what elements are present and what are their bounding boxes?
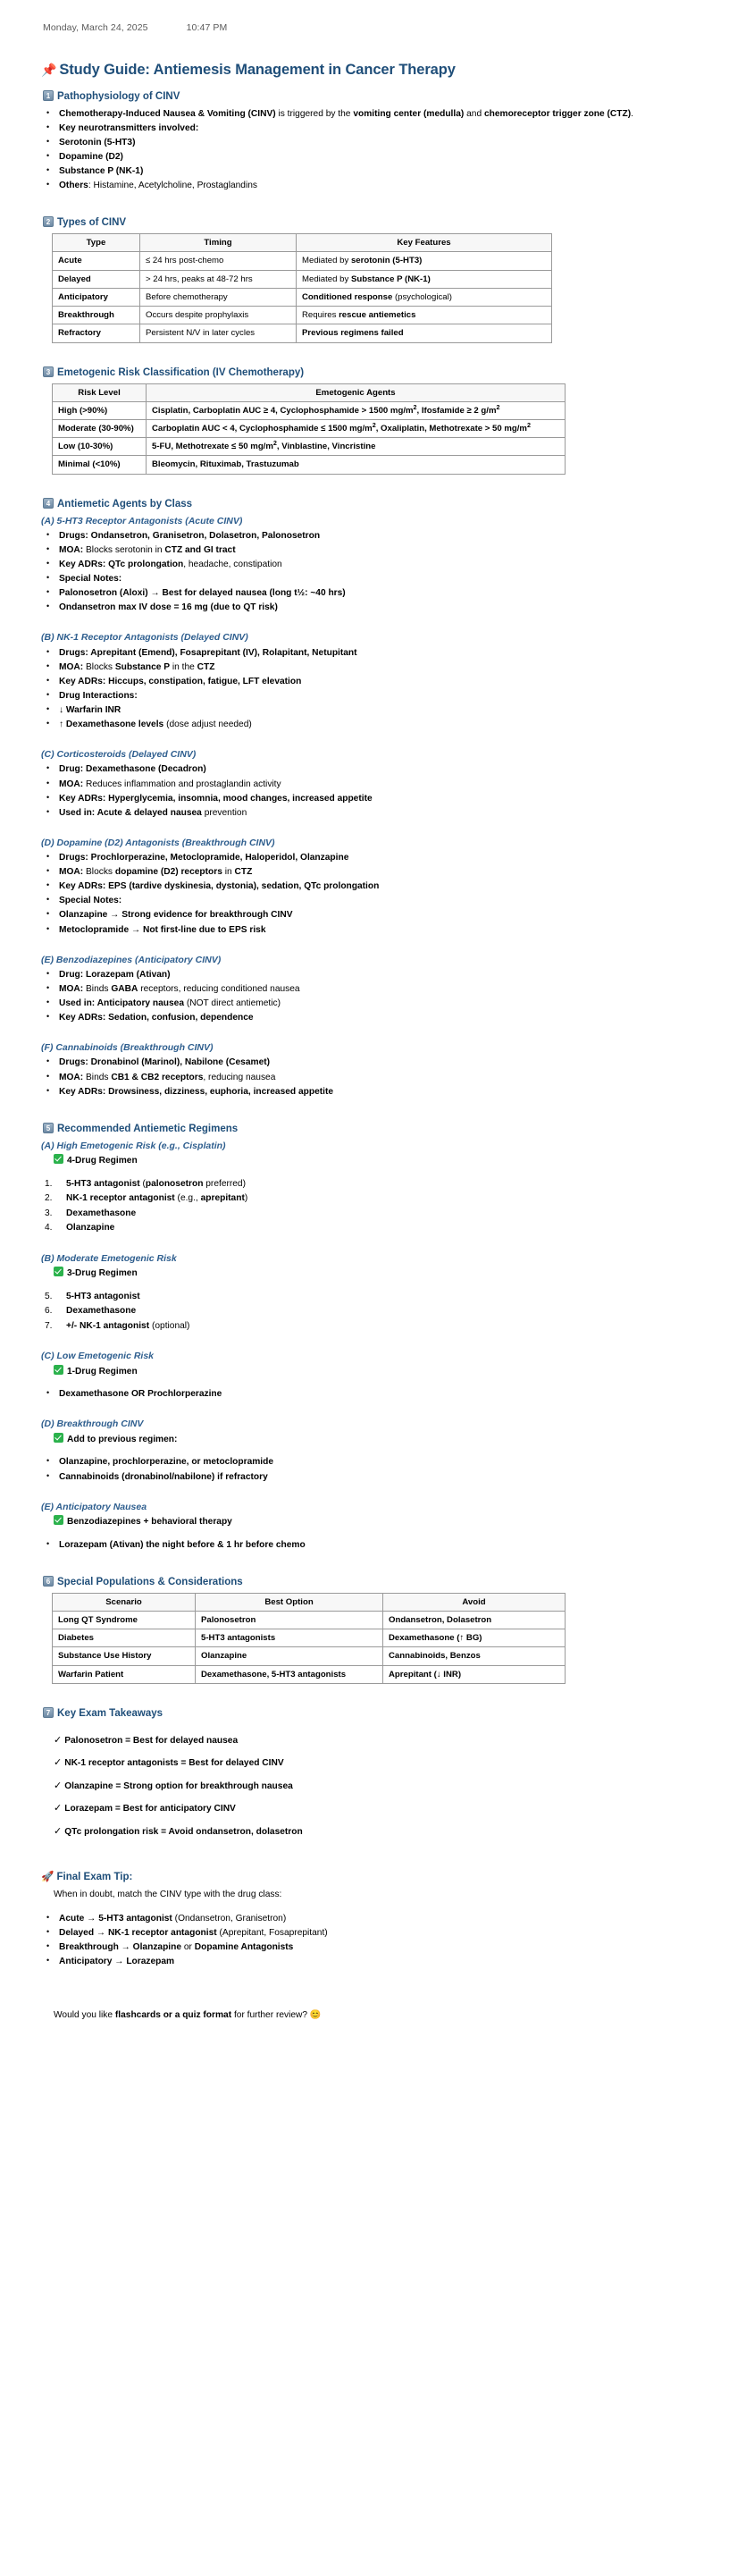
list-item — [41, 1304, 693, 1319]
cell: Long QT Syndrome — [53, 1611, 196, 1629]
table-special-populations — [52, 1593, 566, 1684]
list-item: • Ondansetron max IV dose = 16 mg (due to QT risk) — [41, 601, 693, 615]
cell: Ondansetron, Dolasetron — [383, 1611, 566, 1629]
subsection-heading-dopamine: (D) Dopamine (D2) Antagonists (Breakthrough CINV) — [41, 837, 275, 848]
meta-time: 10:47 PM — [186, 22, 228, 33]
cell: Aprepitant (↓ INR) — [383, 1665, 566, 1683]
item-number: 4. — [45, 1223, 53, 1233]
table-row — [53, 288, 552, 306]
list-item: 2. NK-1 receptor antagonist (e.g., aprepitant) — [41, 1191, 693, 1207]
cell: Acute — [53, 252, 140, 270]
page-meta — [43, 22, 227, 33]
column-header: Scenario — [53, 1593, 196, 1611]
page-title-text: Study Guide: Antiemesis Management in Cancer Therapy — [59, 62, 456, 78]
column-header: Timing — [140, 234, 297, 252]
list-item: 7. +/- NK-1 antagonist (optional) — [41, 1319, 693, 1334]
cell: Previous regimens failed — [297, 324, 552, 342]
section-number-badge: 1 — [43, 90, 54, 101]
section-heading-text: Pathophysiology of CINV — [57, 90, 180, 102]
subsection-heading-moderate-risk: (B) Moderate Emetogenic Risk — [41, 1252, 177, 1264]
section-heading-emetogenic-risk — [41, 366, 693, 380]
list-item — [41, 1470, 693, 1485]
cell: Refractory — [53, 324, 140, 342]
table-row — [53, 270, 552, 288]
cell: Bleomycin, Rituximab, Trastuzumab — [147, 456, 566, 474]
column-header: Type — [53, 234, 140, 252]
subsection-heading-corticosteroids: (C) Corticosteroids (Delayed CINV) — [41, 749, 197, 761]
item-text: Dexamethasone OR Prochlorperazine — [59, 1389, 222, 1400]
cell: Requires rescue antiemetics — [297, 307, 552, 324]
cell: Cannabinoids, Benzos — [383, 1647, 566, 1665]
table-row — [53, 307, 552, 324]
cell: ≤ 24 hrs post-chemo — [140, 252, 297, 270]
list-item: • Special Notes: — [41, 572, 693, 586]
takeaway-item — [54, 1824, 693, 1839]
list-item: • Drug: Lorazepam (Ativan) — [41, 968, 693, 982]
regimen-check-label: 3-Drug Regimen — [67, 1267, 138, 1278]
check-tick-icon: ✓ — [54, 1734, 63, 1746]
check-tick-icon: ✓ — [54, 1757, 63, 1769]
regimen-check-breakthrough — [54, 1433, 693, 1447]
pushpin-icon: 📌 — [41, 63, 57, 77]
list-item: 1. 5-HT3 antagonist (palonosetron preferred) — [41, 1177, 693, 1192]
item-number: 6. — [45, 1306, 53, 1317]
list-item: • Drug Interactions: — [41, 689, 693, 703]
cell: Minimal (<10%) — [53, 456, 147, 474]
cell: Occurs despite prophylaxis — [140, 307, 297, 324]
list-item: • Chemotherapy-Induced Nausea & Vomiting (CINV) is triggered by the vomiting center (medulla) and chemoreceptor trigger zone (CTZ). — [41, 107, 693, 122]
section-heading-text: Antiemetic Agents by Class — [57, 498, 193, 509]
table-row — [53, 1647, 566, 1665]
takeaway-text: Lorazepam = Best for anticipatory CINV — [64, 1804, 236, 1814]
subsection-heading-low-risk: (C) Low Emetogenic Risk — [41, 1351, 155, 1362]
list-nk1 — [41, 646, 693, 733]
cell: 5-FU, Methotrexate ≤ 50 $mg/m^2$, Vinblastine, Vincristine — [147, 438, 566, 456]
list-item: • Used in: Acute & delayed nausea prevention — [41, 806, 693, 821]
list-final-tip — [41, 1912, 693, 1969]
table-emetogenic-risk — [52, 383, 566, 475]
section-heading-text: Special Populations & Considerations — [57, 1576, 243, 1587]
final-tip-heading-text: Final Exam Tip: — [56, 1872, 133, 1883]
table-row — [53, 438, 566, 456]
column-header: Avoid — [383, 1593, 566, 1611]
list-item: • Substance P (NK-1) — [41, 164, 693, 179]
list-item: • Anticipatory → Lorazepam — [41, 1955, 693, 1969]
list-5ht3 — [41, 529, 693, 616]
table-row — [53, 1629, 566, 1647]
table-row — [53, 419, 566, 437]
cell: Cisplatin, Carboplatin AUC ≥ 4, Cyclophosphamide > 1500 $mg/m^2$, Ifosfamide ≥ 2 $g/m^2$ — [147, 401, 566, 419]
item-text: Lorazepam (Ativan) the night before & 1 hr before chemo — [59, 1539, 306, 1550]
subsection-heading-breakthrough: (D) Breakthrough CINV — [41, 1418, 144, 1430]
list-item: • MOA: Binds CB1 & CB2 receptors, reducing nausea — [41, 1071, 693, 1085]
check-mark-icon — [54, 1267, 63, 1276]
list-item: • Drugs: Ondansetron, Granisetron, Dolasetron, Palonosetron — [41, 529, 693, 543]
table-row — [53, 1611, 566, 1629]
column-header: Key Features — [297, 234, 552, 252]
subsection-heading-anticipatory: (E) Anticipatory Nausea — [41, 1501, 147, 1512]
section-heading-text: Key Exam Takeaways — [57, 1707, 163, 1719]
list-item — [41, 1455, 693, 1469]
check-tick-icon: ✓ — [54, 1825, 63, 1837]
rocket-icon: 🚀 — [41, 1872, 54, 1883]
document-body — [41, 61, 693, 2023]
cell: Carboplatin AUC < 4, Cyclophosphamide ≤ 1500 $mg/m^2$, Oxaliplatin, Methotrexate > 50 $mg/m^2$ — [147, 419, 566, 437]
takeaway-text: NK-1 receptor antagonists = Best for delayed CINV — [64, 1758, 284, 1769]
takeaway-item — [54, 1801, 693, 1816]
subsection-heading-5ht3: (A) 5-HT3 Receptor Antagonists (Acute CINV) — [41, 515, 243, 526]
item-text: Dexamethasone — [66, 1208, 137, 1218]
cell: Moderate (30-90%) — [53, 419, 147, 437]
cell: Dexamethasone, 5-HT3 antagonists — [196, 1665, 383, 1683]
item-number: 7. — [45, 1320, 53, 1331]
cell: Dexamethasone (↑ BG) — [383, 1629, 566, 1647]
check-tick-icon: ✓ — [54, 1803, 63, 1814]
list-item: • ↑ Dexamethasone levels (dose adjust needed) — [41, 718, 693, 732]
final-tip-intro: When in doubt, match the CINV type with the drug class: — [54, 1890, 282, 1900]
section-number-badge: 5 — [43, 1123, 54, 1133]
item-text: Olanzapine, prochlorperazine, or metoclopramide — [59, 1457, 274, 1468]
list-item: • Key ADRs: Hyperglycemia, insomnia, mood changes, increased appetite — [41, 792, 693, 806]
check-mark-icon — [54, 1365, 63, 1375]
takeaway-text: Palonosetron = Best for delayed nausea — [64, 1735, 239, 1746]
regimen-check-anticipatory — [54, 1515, 693, 1529]
section-number-badge: 3 — [43, 366, 54, 377]
ordered-list-moderate-risk — [41, 1290, 693, 1334]
table-header-row — [53, 234, 552, 252]
section-heading-regimens — [41, 1123, 693, 1136]
regimen-check-label: Add to previous regimen: — [67, 1434, 178, 1444]
item-text: 5-HT3 antagonist — [66, 1291, 140, 1301]
list-item: • Breakthrough → Olanzapine or Dopamine Antagonists — [41, 1940, 693, 1955]
table-row — [53, 401, 566, 419]
list-anticipatory — [41, 1538, 693, 1553]
cell: Conditioned response (psychological) — [297, 288, 552, 306]
section-heading-special-populations — [41, 1576, 693, 1589]
list-item: • Metoclopramide → Not first-line due to EPS risk — [41, 923, 693, 938]
cell: Diabetes — [53, 1629, 196, 1647]
cell: Persistent N/V in later cycles — [140, 324, 297, 342]
list-item: • Serotonin (5-HT3) — [41, 136, 693, 150]
list-item: • Key ADRs: EPS (tardive dyskinesia, dystonia), sedation, QTc prolongation — [41, 880, 693, 894]
list-item: • Drugs: Prochlorperazine, Metoclopramide, Haloperidol, Olanzapine — [41, 851, 693, 865]
check-mark-icon — [54, 1154, 63, 1164]
list-item: • Key ADRs: Drowsiness, dizziness, euphoria, increased appetite — [41, 1085, 693, 1099]
list-item: • MOA: Blocks serotonin in CTZ and GI tract — [41, 543, 693, 558]
takeaway-item — [54, 1779, 693, 1794]
section-heading-final-tip — [41, 1870, 693, 1882]
list-pathophysiology — [41, 107, 693, 194]
list-item: • Delayed → NK-1 receptor antagonist (Aprepitant, Fosaprepitant) — [41, 1926, 693, 1940]
list-item: • Special Notes: — [41, 894, 693, 908]
table-row — [53, 324, 552, 342]
takeaway-text: Olanzapine = Strong option for breakthrough nausea — [64, 1780, 293, 1791]
cell: Anticipatory — [53, 288, 140, 306]
list-item: • Key ADRs: QTc prolongation, headache, constipation — [41, 558, 693, 572]
check-tick-icon: ✓ — [54, 1780, 63, 1791]
list-item: • Dopamine (D2) — [41, 150, 693, 164]
list-item: • MOA: Blocks Substance P in the CTZ — [41, 661, 693, 675]
list-item: • Others: Histamine, Acetylcholine, Prostaglandins — [41, 179, 693, 193]
list-item: • Palonosetron (Aloxi) → Best for delayed nausea (long t½: ~40 hrs) — [41, 586, 693, 601]
list-item: • MOA: Blocks dopamine (D2) receptors in CTZ — [41, 865, 693, 880]
section-heading-types — [41, 216, 693, 230]
regimen-check-high — [54, 1154, 693, 1168]
cell: 5-HT3 antagonists — [196, 1629, 383, 1647]
section-heading-key-takeaways — [41, 1707, 693, 1721]
list-item: • Used in: Anticipatory nausea (NOT direct antiemetic) — [41, 997, 693, 1011]
cell: Substance Use History — [53, 1647, 196, 1665]
list-cannabinoids — [41, 1056, 693, 1099]
list-item: • Drugs: Aprepitant (Emend), Fosaprepitant (IV), Rolapitant, Netupitant — [41, 646, 693, 661]
column-header: Risk Level — [53, 383, 147, 401]
item-text: Dexamethasone — [66, 1306, 137, 1317]
list-item — [41, 1387, 693, 1402]
list-corticosteroids — [41, 762, 693, 820]
list-item: • Key ADRs: Sedation, confusion, dependence — [41, 1011, 693, 1025]
table-row — [53, 252, 552, 270]
section-heading-pathophysiology — [41, 90, 693, 104]
regimen-check-low — [54, 1365, 693, 1379]
list-item — [41, 1290, 693, 1305]
page-title — [41, 61, 693, 80]
list-item: • Drug: Dexamethasone (Decadron) — [41, 762, 693, 777]
footer-question: Would you like flashcards or a quiz format for further review? 😊 — [54, 2010, 322, 2021]
item-text: Olanzapine — [66, 1223, 115, 1233]
check-mark-icon — [54, 1515, 63, 1525]
list-item: • Key ADRs: Hiccups, constipation, fatigue, LFT elevation — [41, 675, 693, 689]
takeaway-text: QTc prolongation risk = Avoid ondansetron, dolasetron — [64, 1826, 303, 1837]
regimen-check-label: 4-Drug Regimen — [67, 1155, 138, 1166]
cell: Mediated by serotonin (5-HT3) — [297, 252, 552, 270]
section-number-badge: 4 — [43, 498, 54, 509]
cell: Warfarin Patient — [53, 1665, 196, 1683]
list-breakthrough — [41, 1455, 693, 1484]
list-item: • ↓ Warfarin INR — [41, 703, 693, 718]
cell: High (>90%) — [53, 401, 147, 419]
section-number-badge: 7 — [43, 1707, 54, 1718]
section-number-badge: 6 — [43, 1576, 54, 1587]
list-item — [41, 1221, 693, 1236]
item-number: 5. — [45, 1291, 53, 1301]
table-header-row — [53, 383, 566, 401]
column-header: Best Option — [196, 1593, 383, 1611]
regimen-check-label: Benzodiazepines + behavioral therapy — [67, 1516, 232, 1527]
cell: Breakthrough — [53, 307, 140, 324]
ordered-list-high-risk — [41, 1177, 693, 1236]
cell: Mediated by Substance P (NK-1) — [297, 270, 552, 288]
list-item: • Acute → 5-HT3 antagonist (Ondansetron, Granisetron) — [41, 1912, 693, 1926]
subsection-heading-nk1: (B) NK-1 Receptor Antagonists (Delayed CINV) — [41, 632, 248, 644]
list-item: • MOA: Reduces inflammation and prostaglandin activity — [41, 778, 693, 792]
list-item — [41, 1538, 693, 1553]
item-number: 1. — [45, 1178, 53, 1189]
meta-date: Monday, March 24, 2025 — [43, 22, 148, 33]
subsection-heading-benzodiazepines: (E) Benzodiazepines (Anticipatory CINV) — [41, 954, 222, 965]
check-mark-icon — [54, 1433, 63, 1443]
cell: Before chemotherapy — [140, 288, 297, 306]
section-heading-text: Emetogenic Risk Classification (IV Chemotherapy) — [57, 366, 305, 378]
regimen-check-label: 1-Drug Regimen — [67, 1366, 138, 1376]
item-number: 3. — [45, 1208, 53, 1218]
section-number-badge: 2 — [43, 216, 54, 227]
list-item: • Olanzapine → Strong evidence for breakthrough CINV — [41, 908, 693, 922]
table-row — [53, 456, 566, 474]
subsection-heading-high-risk: (A) High Emetogenic Risk (e.g., Cisplatin) — [41, 1140, 226, 1151]
section-heading-agents-by-class — [41, 498, 693, 511]
subsection-heading-cannabinoids: (F) Cannabinoids (Breakthrough CINV) — [41, 1042, 214, 1054]
table-row — [53, 1665, 566, 1683]
list-low-risk — [41, 1387, 693, 1402]
regimen-check-moderate — [54, 1267, 693, 1281]
list-dopamine — [41, 851, 693, 938]
section-heading-text: Recommended Antiemetic Regimens — [57, 1123, 239, 1134]
cell: > 24 hrs, peaks at 48-72 hrs — [140, 270, 297, 288]
cell: Palonosetron — [196, 1611, 383, 1629]
takeaway-item — [54, 1755, 693, 1771]
list-item: • MOA: Binds GABA receptors, reducing conditioned nausea — [41, 982, 693, 997]
takeaway-item — [54, 1733, 693, 1748]
section-heading-text: Types of CINV — [57, 217, 127, 229]
cell: Delayed — [53, 270, 140, 288]
column-header: Emetogenic Agents — [147, 383, 566, 401]
cell: Olanzapine — [196, 1647, 383, 1665]
list-benzodiazepines — [41, 968, 693, 1025]
item-text: Cannabinoids (dronabinol/nabilone) if refractory — [59, 1471, 268, 1482]
list-item — [41, 1207, 693, 1222]
list-item: • Drugs: Dronabinol (Marinol), Nabilone (Cesamet) — [41, 1056, 693, 1070]
table-types-of-cinv — [52, 233, 552, 342]
table-header-row — [53, 1593, 566, 1611]
cell: Low (10-30%) — [53, 438, 147, 456]
item-number: 2. — [45, 1193, 53, 1204]
list-item: • Key neurotransmitters involved: — [41, 122, 693, 136]
